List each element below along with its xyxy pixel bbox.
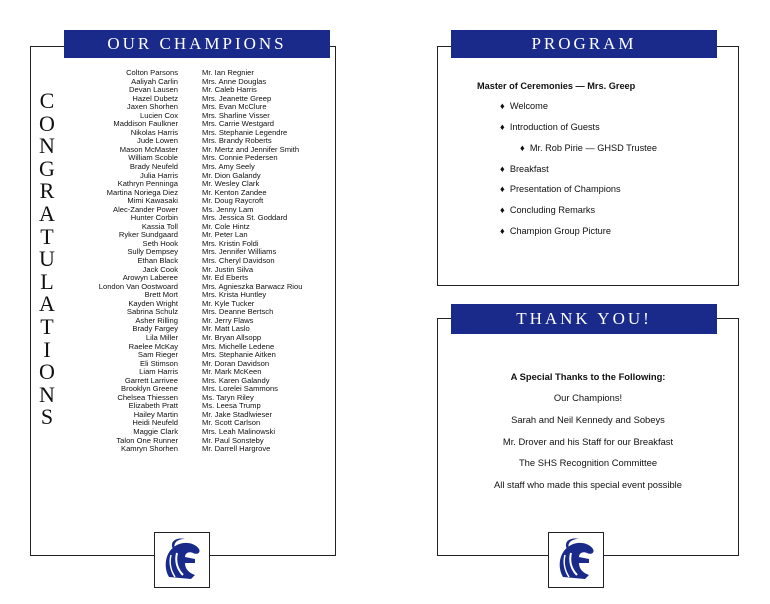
vertical-letter: C bbox=[39, 88, 55, 113]
teacher-name: Mr. Jerry Flaws bbox=[202, 315, 254, 325]
program-item-label: Mr. Rob Pirie — GHSD Trustee bbox=[529, 143, 657, 153]
vertical-letter: G bbox=[39, 155, 55, 181]
program-item bbox=[500, 226, 611, 236]
teacher-name: Mrs. Kristin Foldi bbox=[202, 238, 259, 248]
teacher-name: Mrs. Michelle Ledene bbox=[202, 341, 275, 351]
program-item-label: Introduction of Guests bbox=[509, 122, 600, 132]
student-name: Martina Noriega Diez bbox=[106, 187, 178, 197]
teacher-name: Mr. Caleb Harris bbox=[202, 85, 257, 95]
vertical-letter: O bbox=[39, 110, 55, 136]
student-name: Alec-Zander Power bbox=[113, 204, 178, 214]
teacher-name: Mr. Darrell Hargrove bbox=[202, 444, 271, 454]
champions-table bbox=[0, 69, 334, 519]
bullet-icon: ♦ bbox=[500, 226, 505, 236]
spartan-helmet-icon bbox=[549, 533, 603, 587]
student-name: Arowyn Laberee bbox=[122, 273, 178, 283]
champions-title: OUR CHAMPIONS bbox=[107, 34, 287, 53]
vertical-letter: L bbox=[40, 268, 54, 294]
thanks-panel bbox=[437, 318, 739, 556]
student-name: Sam Rieger bbox=[137, 350, 178, 360]
teacher-name: Mrs. Connie Pedersen bbox=[202, 153, 278, 163]
teacher-name: Mrs. Lorelei Sammons bbox=[202, 384, 278, 394]
students-column bbox=[0, 69, 178, 454]
teacher-name: Mr. Justin Silva bbox=[202, 264, 254, 274]
bullet-icon: ♦ bbox=[500, 164, 505, 174]
thanks-heading: A Special Thanks to the Following: bbox=[510, 371, 666, 382]
teacher-name: Mr. Cole Hintz bbox=[202, 221, 250, 231]
teacher-name: Mrs. Cheryl Davidson bbox=[202, 256, 275, 266]
student-name: William Scoble bbox=[128, 153, 178, 163]
program-banner bbox=[451, 30, 717, 58]
student-name: Raelee McKay bbox=[128, 341, 178, 351]
teacher-name: Ms. Jenny Lam bbox=[202, 204, 254, 214]
student-name: Brett Mort bbox=[144, 290, 178, 300]
student-name: Hazel Dubetz bbox=[132, 93, 178, 103]
student-name: Talon One Runner bbox=[116, 435, 178, 445]
student-name: Mimi Kawasaki bbox=[127, 196, 178, 206]
teacher-name: Mrs. Carrie Westgard bbox=[202, 119, 275, 129]
teacher-name: Mrs. Karen Galandy bbox=[202, 375, 270, 385]
vertical-letter: I bbox=[43, 336, 51, 362]
student-name: Kamryn Shorhen bbox=[121, 444, 178, 454]
program-item bbox=[500, 122, 600, 132]
teacher-name: Mrs. Jennifer Williams bbox=[202, 247, 277, 257]
thanks-line: Our Champions! bbox=[553, 392, 623, 403]
teacher-name: Mrs. Leah Malinowski bbox=[202, 426, 276, 436]
student-name: Kayden Wright bbox=[128, 298, 178, 308]
vertical-letter: U bbox=[39, 246, 55, 272]
vertical-letter: A bbox=[39, 291, 55, 317]
thanks-title: THANK YOU! bbox=[516, 309, 652, 328]
teacher-name: Mrs. Jessica St. Goddard bbox=[202, 213, 288, 223]
bullet-icon: ♦ bbox=[500, 184, 505, 194]
program-item bbox=[500, 184, 621, 194]
teacher-name: Mr. Mark McKeen bbox=[202, 367, 262, 377]
teacher-name: Mr. Paul Sonsteby bbox=[202, 435, 264, 445]
teacher-name: Mr. Bryan Allsopp bbox=[202, 332, 262, 342]
student-name: Mason McMaster bbox=[119, 144, 178, 154]
teacher-name: Mr. Dion Galandy bbox=[202, 170, 261, 180]
program-item-label: Welcome bbox=[509, 101, 548, 111]
thanks-banner bbox=[451, 304, 717, 334]
thanks-line: All staff who made this special event possible bbox=[494, 479, 682, 490]
vertical-letter: N bbox=[39, 381, 55, 407]
teacher-name: Mr. Jake Stadlwieser bbox=[202, 409, 273, 419]
teacher-name: Mr. Kyle Tucker bbox=[202, 298, 255, 308]
student-name: Chelsea Thiessen bbox=[117, 392, 178, 402]
student-name: Devan Lausen bbox=[129, 85, 178, 95]
student-name: Colton Parsons bbox=[126, 68, 178, 77]
student-name: Seth Hook bbox=[142, 238, 178, 248]
student-name: Jude Lowen bbox=[137, 136, 178, 146]
student-name: Ryker Sundgaard bbox=[118, 230, 178, 240]
teacher-name: Mr. Matt Laslo bbox=[202, 324, 250, 334]
program-item-label: Presentation of Champions bbox=[509, 184, 621, 194]
thanks-line: Mr. Drover and his Staff for our Breakfast bbox=[502, 436, 674, 447]
teacher-name: Ms. Taryn Riley bbox=[202, 392, 254, 402]
program-mc bbox=[477, 81, 635, 91]
student-name: Elizabeth Pratt bbox=[128, 401, 178, 411]
spartan-helmet-icon bbox=[155, 533, 209, 587]
student-name: Hailey Martin bbox=[133, 409, 178, 419]
student-name: Lucien Cox bbox=[140, 110, 178, 120]
teachers-column bbox=[202, 69, 302, 454]
bullet-icon: ♦ bbox=[500, 101, 505, 111]
teacher-name: Mrs. Deanne Bertsch bbox=[202, 307, 274, 317]
student-name: London Van Oostwoard bbox=[98, 281, 178, 291]
teacher-name: Mrs. Anne Douglas bbox=[202, 76, 267, 86]
program-item-label: Breakfast bbox=[509, 164, 549, 174]
teacher-name: Mr. Doug Raycroft bbox=[202, 196, 264, 206]
student-name: Brady Neufeld bbox=[129, 162, 178, 172]
program-item bbox=[500, 205, 595, 215]
student-name: Julia Harris bbox=[140, 170, 178, 180]
teacher-name: Mr. Peter Lan bbox=[202, 230, 248, 240]
teacher-name: Mr. Ian Regnier bbox=[202, 68, 254, 77]
program-item-label: Champion Group Picture bbox=[509, 226, 611, 236]
program-item-label: Concluding Remarks bbox=[509, 205, 596, 215]
teacher-name: Mr. Doran Davidson bbox=[202, 358, 270, 368]
teacher-name: Mrs. Brandy Roberts bbox=[202, 136, 272, 146]
vertical-letter: A bbox=[39, 200, 55, 226]
mc-text: Master of Ceremonies — Mrs. Greep bbox=[477, 81, 636, 91]
student-name: Maggie Clark bbox=[133, 426, 178, 436]
student-name: Jack Cook bbox=[142, 264, 178, 274]
student-name: Heidi Neufeld bbox=[132, 418, 178, 428]
student-name: Brady Fargey bbox=[132, 324, 178, 334]
teacher-name: Mrs. Amy Seely bbox=[202, 162, 255, 172]
champions-banner bbox=[64, 30, 330, 58]
program-item bbox=[500, 101, 548, 111]
student-name: Sully Dempsey bbox=[127, 247, 178, 257]
teacher-name: Mr. Mertz and Jennifer Smith bbox=[202, 144, 300, 154]
student-name: Aaliyah Carlin bbox=[131, 76, 178, 86]
bullet-icon: ♦ bbox=[500, 122, 505, 132]
thanks-line: The SHS Recognition Committee bbox=[518, 457, 658, 468]
teacher-name: Mrs. Jeanette Greep bbox=[202, 93, 272, 103]
teacher-name: Mr. Kenton Zandee bbox=[202, 187, 267, 197]
bullet-icon: ♦ bbox=[520, 143, 525, 153]
student-name: Lila Miller bbox=[145, 332, 178, 342]
vertical-letter: T bbox=[40, 223, 54, 249]
student-name: Garrett Larrivee bbox=[124, 375, 178, 385]
vertical-letter: T bbox=[40, 313, 54, 339]
student-name: Nikolas Harris bbox=[130, 127, 178, 137]
student-name: Sabrina Schulz bbox=[126, 307, 178, 317]
teacher-name: Mrs. Sharline Visser bbox=[202, 110, 270, 120]
teacher-name: Mr. Wesley Clark bbox=[202, 179, 260, 189]
student-name: Kassia Toll bbox=[141, 221, 178, 231]
vertical-letter: S bbox=[40, 404, 54, 430]
thanks-logo bbox=[548, 532, 604, 588]
vertical-letter: O bbox=[39, 359, 55, 385]
student-name: Kathryn Penninga bbox=[117, 179, 178, 189]
program-title: PROGRAM bbox=[531, 34, 637, 53]
teacher-name: Mrs. Stephanie Legendre bbox=[202, 127, 288, 137]
student-name: Ethan Black bbox=[137, 256, 178, 266]
program-item bbox=[500, 164, 549, 174]
vertical-letter: N bbox=[39, 133, 55, 159]
student-name: Liam Harris bbox=[139, 367, 178, 377]
student-name: Hunter Corbin bbox=[130, 213, 178, 223]
vertical-letter: R bbox=[39, 178, 55, 204]
teacher-name: Mr. Scott Carlson bbox=[202, 418, 261, 428]
student-name: Asher Rilling bbox=[135, 315, 178, 325]
thanks-line: Sarah and Neil Kennedy and Sobeys bbox=[511, 414, 665, 425]
teacher-name: Mrs. Evan McClure bbox=[202, 102, 267, 112]
program-subitem bbox=[520, 143, 657, 153]
teacher-name: Mr. Ed Eberts bbox=[202, 273, 248, 283]
student-name: Eli Stimson bbox=[140, 358, 178, 368]
student-name: Jaxen Shorhen bbox=[126, 102, 178, 112]
teacher-name: Mrs. Stephanie Aitken bbox=[202, 350, 276, 360]
teacher-name: Mrs. Krista Huntley bbox=[202, 290, 267, 300]
bullet-icon: ♦ bbox=[500, 205, 505, 215]
teacher-name: Mrs. Agnieszka Barwacz Riou bbox=[202, 281, 303, 291]
student-name: Maddison Faulkner bbox=[113, 119, 178, 129]
champions-logo bbox=[154, 532, 210, 588]
teacher-name: Ms. Leesa Trump bbox=[202, 401, 261, 411]
student-name: Brooklyn Greene bbox=[121, 384, 178, 394]
